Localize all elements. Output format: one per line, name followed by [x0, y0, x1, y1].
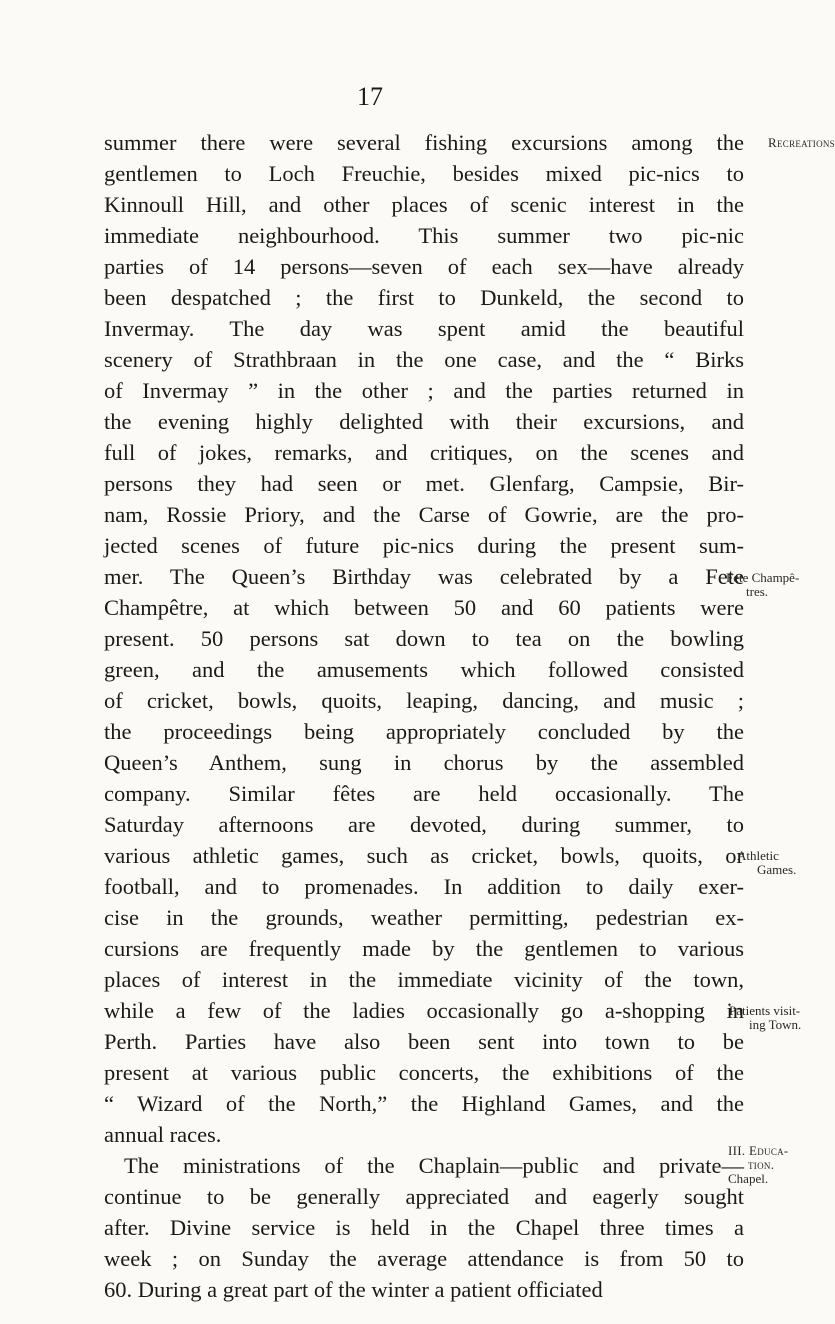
margin-note-patients — [729, 1004, 801, 1032]
text-line: Kinnoull Hill, and other places of scenic interest in the — [104, 192, 744, 217]
text-line: gentlemen to Loch Freuchie, besides mixed pic-nics to — [104, 161, 744, 186]
body-text — [104, 127, 744, 1305]
margin-note-line: tres. — [746, 584, 769, 599]
margin-note-line: Chapel. — [728, 1171, 769, 1186]
text-line: “ Wizard of the North,” the Highland Games, and the — [104, 1091, 744, 1116]
margin-note-education — [728, 1144, 789, 1186]
text-line: continue to be generally appreciated and eagerly sought — [104, 1184, 744, 1209]
text-line: present at various public concerts, the exhibitions of the — [104, 1060, 744, 1085]
text-line: Perth. Parties have also been sent into town to be — [104, 1029, 744, 1054]
text-line: Champêtre, at which between 50 and 60 patients were — [104, 595, 744, 620]
margin-note-fete — [726, 571, 799, 599]
text-line: after. Divine service is held in the Chapel three times a — [104, 1215, 744, 1240]
text-line: Queen’s Anthem, sung in chorus by the assembled — [104, 750, 744, 775]
text-line: jected scenes of future pic-nics during the present sum- — [104, 533, 744, 558]
text-line: the proceedings being appropriately concluded by the — [104, 719, 744, 744]
text-line: of Invermay ” in the other ; and the parties returned in — [104, 378, 744, 403]
text-line: 60. During a great part of the winter a patient officiated — [104, 1277, 603, 1302]
text-line: green, and the amusements which followed consisted — [104, 657, 744, 682]
text-line: cise in the grounds, weather permitting, pedestrian ex- — [104, 905, 744, 930]
text-line: Invermay. The day was spent amid the beautiful — [104, 316, 744, 341]
page-number: 17 — [357, 82, 383, 111]
text-line: of cricket, bowls, quoits, leaping, dancing, and music ; — [104, 688, 744, 713]
text-line: football, and to promenades. In addition to daily exer- — [104, 874, 744, 899]
margin-note-line: ing Town. — [749, 1017, 802, 1032]
text-line: company. Similar fêtes are held occasionally. The — [104, 781, 744, 806]
text-line: persons they had seen or met. Glenfarg, Campsie, Bir- — [104, 471, 744, 496]
margin-note-athletic — [737, 849, 796, 877]
text-line: week ; on Sunday the average attendance is from 50 to — [104, 1246, 744, 1271]
margin-note-recreations — [768, 136, 835, 150]
margin-note-line: Patients visit- — [729, 1003, 801, 1018]
text-line: various athletic games, such as cricket, bowls, quoits, or — [104, 843, 744, 868]
text-line: scenery of Strathbraan in the one case, and the “ Birks — [104, 347, 744, 372]
text-line: immediate neighbourhood. This summer two pic-nic — [104, 223, 744, 248]
margin-note-line: III. Educa- — [728, 1143, 789, 1158]
text-line: summer there were several fishing excursions among the — [104, 130, 744, 155]
text-line: Saturday afternoons are devoted, during summer, to — [104, 812, 744, 837]
text-line: parties of 14 persons—seven of each sex—have already — [104, 254, 744, 279]
text-line: nam, Rossie Priory, and the Carse of Gowrie, are the pro- — [104, 502, 744, 527]
text-line: The ministrations of the Chaplain—public and private— — [124, 1153, 744, 1178]
text-line: present. 50 persons sat down to tea on the bowling — [104, 626, 744, 651]
margin-note-line: Fete Champê- — [726, 570, 800, 585]
text-line: been despatched ; the first to Dunkeld, the second to — [104, 285, 744, 310]
text-line: mer. The Queen’s Birthday was celebrated by a Fete — [104, 564, 744, 589]
text-line: places of interest in the immediate vicinity of the town, — [104, 967, 744, 992]
text-line: cursions are frequently made by the gentlemen to various — [104, 936, 744, 961]
margin-note-line: Games. — [757, 862, 797, 877]
margin-note-line: tion. — [748, 1157, 775, 1172]
margin-note-line: Recreations — [768, 135, 835, 150]
text-line: while a few of the ladies occasionally go a-shopping in — [104, 998, 744, 1023]
text-line: annual races. — [104, 1122, 222, 1147]
text-line: the evening highly delighted with their excursions, and — [104, 409, 744, 434]
margin-note-line: Athletic — [737, 848, 779, 863]
text-line: full of jokes, remarks, and critiques, on the scenes and — [104, 440, 744, 465]
